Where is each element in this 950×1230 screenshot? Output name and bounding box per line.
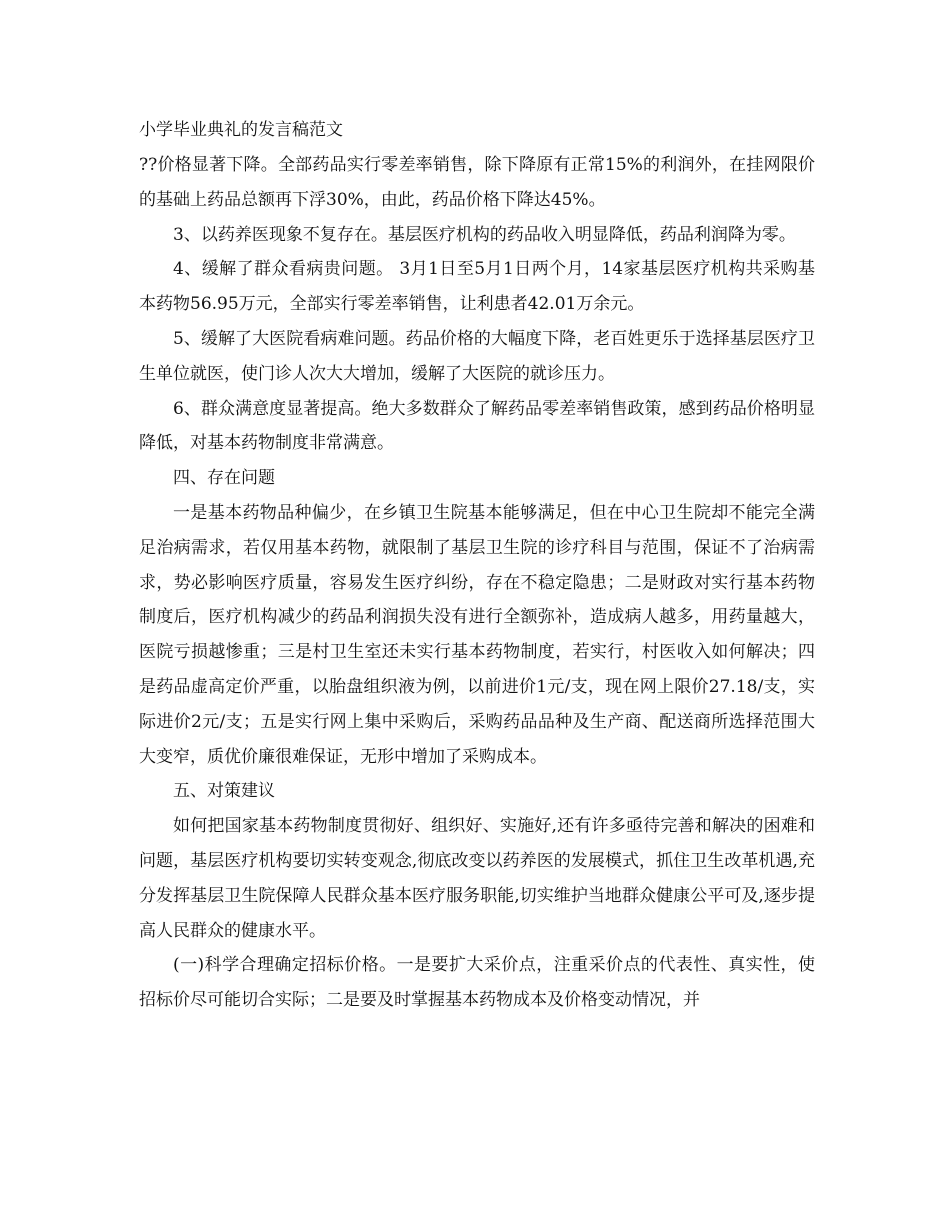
paragraph-price-drop: ??价格显著下降。全部药品实行零差率销售，除下降原有正常15%的利润外，在挂网限价的基础上药品总额再下浮30%，由此，药品价格下降达45%。 xyxy=(139,155,815,210)
paragraph-suggestions: 如何把国家基本药物制度贯彻好、组织好、实施好,还有许多亟待完善和解决的困难和问题，基层医疗机构要切实转变观念,彻底改变以药养医的发展模式，抓住卫生改革机遇,充分发挥基层卫生院保障人民群众基本医疗服务职能,切实维护当地群众健康公平可及,逐步提高人民群众的健康水平。 xyxy=(139,816,815,941)
paragraph-item-6: 6、群众满意度显著提高。绝大多数群众了解药品零差率销售政策，感到药品价格明显降低，对基本药物制度非常满意。 xyxy=(139,398,815,454)
section-heading-problems: 四、存在问题 xyxy=(173,468,275,489)
document-title: 小学毕业典礼的发言稿范文 xyxy=(139,120,343,140)
paragraph-problems: 一是基本药物品种偏少，在乡镇卫生院基本能够满足，但在中心卫生院却不能完全满足治病需求，若仅用基本药物，就限制了基层卫生院的诊疗科目与范围，保证不了治病需求，势必影响医疗质量，容易发生医疗纠纷，存在不稳定隐患；二是财政对实行基本药物制度后，医疗机构减少的药品利润损失没有进行全额弥补，造成病人越多，用药量越大，医院亏损越惨重；三是村卫生室还未实行基本药物制度，若实行，村医收入如何解决；四是药品虚高定价严重，以胎盘组织液为例，以前进价1元/支，现在网上限价27.18/支，实际进价2元/支；五是实行网上集中采购后，采购药品品种及生产商、配送商所选择范围大大变窄，质优价廉很难保证，无形中增加了采购成本。 xyxy=(139,502,815,767)
paragraph-pricing: (一)科学合理确定招标价格。一是要扩大采价点，注重采价点的代表性、真实性，使招标价尽可能切合实际；二是要及时掌握基本药物成本及价格变动情况，并 xyxy=(139,955,815,1011)
section-heading-suggestions: 五、对策建议 xyxy=(173,781,275,802)
paragraph-item-3: 3、以药养医现象不复存在。基层医疗机构的药品收入明显降低，药品利润降为零。 xyxy=(173,224,796,245)
paragraph-item-5: 5、缓解了大医院看病难问题。药品价格的大幅度下降，老百姓更乐于选择基层医疗卫生单位就医，使门诊人次大大增加，缓解了大医院的就诊压力。 xyxy=(139,328,815,384)
paragraph-item-4: 4、缓解了群众看病贵问题。 3月1日至5月1日两个月，14家基层医疗机构共采购基本药物56.95万元，全部实行零差率销售，让利患者42.01万余元。 xyxy=(139,259,815,315)
document-body xyxy=(139,148,815,1018)
